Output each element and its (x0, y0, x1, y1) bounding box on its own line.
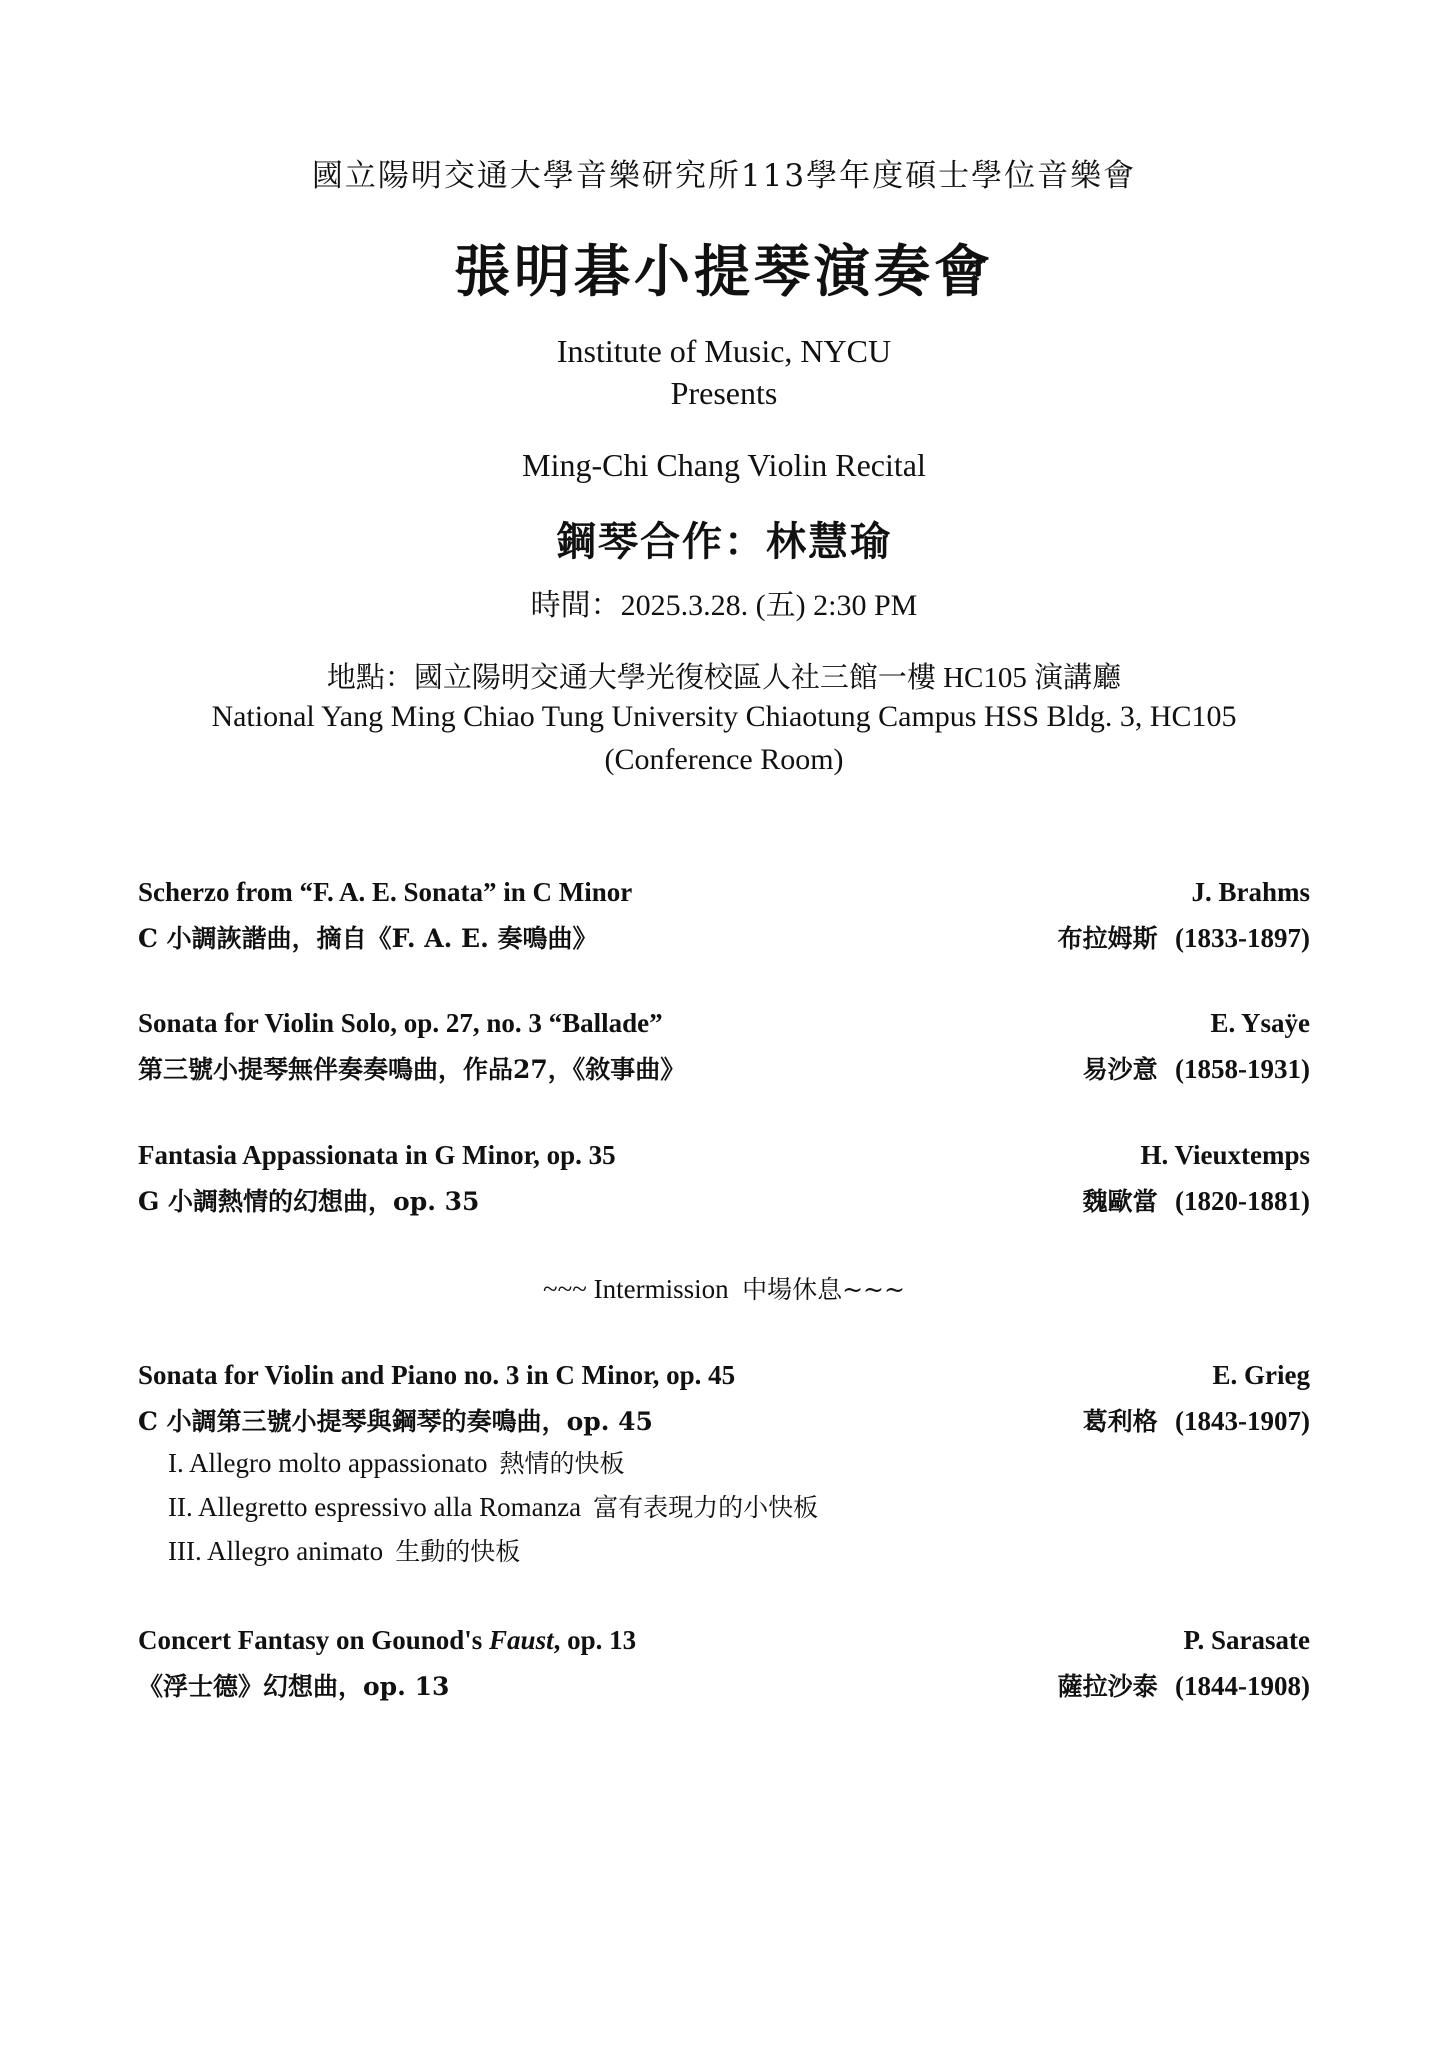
program-item (138, 1360, 1310, 1576)
piece-title-english: Fantasia Appassionata in G Minor, op. 35 (138, 1140, 616, 1170)
program-item (138, 1008, 1310, 1092)
venue-room: (Conference Room) (604, 743, 844, 776)
composer-dates: (1843-1907) (1175, 1406, 1310, 1436)
piece-title-chinese: 第三號小提琴無伴奏奏鳴曲，作品27，《敘事曲》 (138, 1055, 686, 1084)
composer-dates: (1833-1897) (1175, 923, 1310, 953)
venue-chinese: 地點：國立陽明交通大學光復校區人社三館一樓 HC105 演講廳 (326, 662, 1122, 694)
composer-name-chinese: 易沙意 (1082, 1055, 1158, 1084)
composer-name-english: J. Brahms (1191, 877, 1310, 907)
piece-title-chinese: 《浮士德》幻想曲，op. 13 (138, 1672, 450, 1701)
movement-item (138, 1488, 1310, 1532)
composer-name-english: E. Ysaÿe (1210, 1008, 1310, 1038)
recital-title-chinese: 張明碁小提琴演奏會 (454, 239, 994, 305)
composer-name-chinese: 布拉姆斯 (1057, 924, 1158, 953)
composer-name-english: P. Sarasate (1183, 1625, 1310, 1655)
intermission-english: ~~~ Intermission (543, 1274, 729, 1304)
venue-english: National Yang Ming Chiao Tung University Chiaotung Campus HSS Bldg. 3, HC105 (211, 700, 1237, 733)
piece-title-chinese: C 小調詼諧曲，摘自《F. A. E. 奏鳴曲》 (138, 924, 598, 953)
movement-english: II. Allegretto espressivo alla Romanza (168, 1492, 582, 1522)
movement-item (138, 1532, 1310, 1576)
movement-chinese: 生動的快板 (395, 1537, 521, 1566)
piece-title-chinese: G 小調熱情的幻想曲，op. 35 (138, 1187, 480, 1216)
movement-chinese: 熱情的快板 (499, 1449, 625, 1478)
movement-item (138, 1444, 1310, 1488)
recital-title-english: Ming-Chi Chang Violin Recital (522, 447, 926, 483)
piece-title-english: Scherzo from “F. A. E. Sonata” in C Minor (138, 877, 633, 907)
movement-english: III. Allegro animato (168, 1536, 384, 1566)
piece-title-chinese: C 小調第三號小提琴與鋼琴的奏鳴曲，op. 45 (138, 1407, 653, 1436)
movement-english: I. Allegro molto appassionato (168, 1448, 488, 1478)
composer-name-chinese: 葛利格 (1082, 1407, 1158, 1436)
presenter-line: Institute of Music, NYCU (556, 333, 892, 369)
composer-name-chinese: 薩拉沙泰 (1057, 1672, 1158, 1701)
faust-title-italic: Faust (489, 1625, 554, 1655)
piece-title-english: Sonata for Violin Solo, op. 27, no. 3 “Ballade” (138, 1008, 663, 1038)
composer-name-chinese: 魏歐當 (1082, 1187, 1158, 1216)
intermission-chinese: 中場休息~~~ (742, 1275, 905, 1304)
composer-dates: (1858-1931) (1175, 1054, 1310, 1084)
composer-dates: (1820-1881) (1175, 1186, 1310, 1216)
piece-title-english: Concert Fantasy on Gounod's Faust, op. 13 (138, 1625, 637, 1655)
intermission-line (0, 1270, 1448, 1306)
presents-line: Presents (670, 375, 778, 411)
composer-name-english: E. Grieg (1212, 1360, 1310, 1390)
program-item (138, 1140, 1310, 1224)
movement-chinese: 富有表現力的小快板 (593, 1493, 819, 1522)
program-item (138, 1625, 1310, 1709)
piece-title-english: Sonata for Violin and Piano no. 3 in C Minor, op. 45 (138, 1360, 736, 1390)
program-item (138, 877, 1310, 961)
composer-dates: (1844-1908) (1175, 1671, 1310, 1701)
pianist-credit: 鋼琴合作：林慧瑜 (556, 518, 892, 565)
composer-name-english: H. Vieuxtemps (1140, 1140, 1310, 1170)
concert-subtitle: 國立陽明交通大學音樂研究所113學年度碩士學位音樂會 (311, 158, 1137, 194)
concert-time: 時間：2025.3.28. (五) 2:30 PM (530, 589, 918, 622)
